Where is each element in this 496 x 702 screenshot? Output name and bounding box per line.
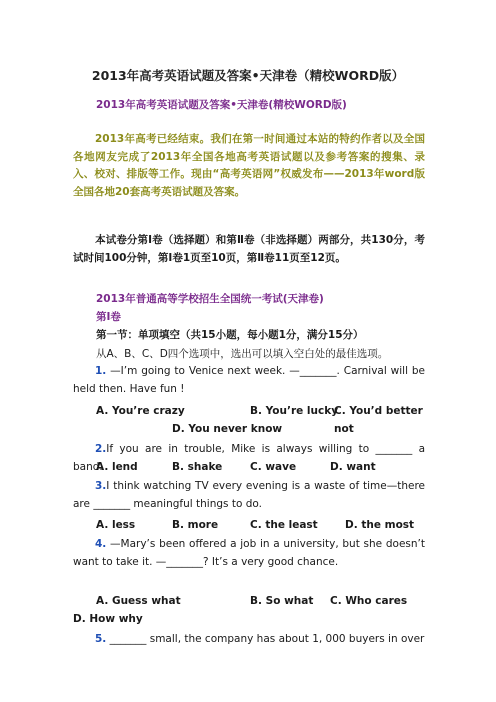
question-3 bbox=[73, 478, 425, 513]
question-number: 1. bbox=[95, 365, 107, 377]
intro-text: 2013年高考已经结束。我们在第一时间通过本站的特约作者以及全国各地网友完成了2013年全国各地高考英语试题以及参考答案的搜集、录入、校对、排版等工作。现由“高考英语网”权威发布——2013年word版全国各地20套高考英语试题及答案。 bbox=[73, 133, 425, 198]
document-subtitle: 2013年高考英语试题及答案•天津卷(精校WORD版) bbox=[96, 99, 347, 111]
option-a: A. lend bbox=[96, 461, 138, 473]
exam-name: 2013年普通高等学校招生全国统一考试(天津卷) bbox=[96, 293, 324, 305]
question-text: _______ small, the company has about 1, 000 buyers in over bbox=[106, 633, 425, 645]
question-3-options bbox=[96, 517, 425, 535]
question-4-option-d bbox=[73, 611, 425, 629]
volume-title: 第Ⅰ卷 bbox=[96, 311, 121, 323]
option-d: D. want bbox=[330, 461, 376, 473]
question-number: 3. bbox=[95, 480, 107, 492]
option-b: B. You’re lucky bbox=[250, 405, 339, 417]
option-d: D. How why bbox=[73, 613, 143, 625]
option-d: D. You never know bbox=[172, 423, 283, 435]
section-title: 第一节：单项填空（共15小题，每小题1分，满分15分） bbox=[96, 329, 364, 341]
question-1-option-d bbox=[172, 421, 496, 439]
option-d: D. the most bbox=[345, 519, 415, 531]
option-c: C. the least bbox=[250, 519, 318, 531]
option-c: C. You’d better not bbox=[334, 405, 423, 435]
question-number: 4. bbox=[95, 538, 107, 550]
option-b: B. So what bbox=[250, 595, 314, 607]
question-number: 2. bbox=[95, 443, 107, 455]
question-4-options bbox=[96, 593, 425, 611]
document-title: 2013年高考英语试题及答案•天津卷（精校WORD版） bbox=[91, 68, 405, 83]
question-4 bbox=[73, 536, 425, 571]
exam-note-paragraph bbox=[73, 232, 425, 267]
instruction-text: 从A、B、C、D四个选项中，选出可以填入空白处的最佳选项。 bbox=[96, 348, 389, 360]
question-text: —I’m going to Venice next week. —_______. Carnival will be held then. Have fun ! bbox=[73, 365, 425, 395]
option-a: A. You’re crazy bbox=[96, 405, 185, 417]
intro-paragraph bbox=[73, 131, 425, 201]
option-c: C. wave bbox=[250, 461, 297, 473]
question-number: 5. bbox=[95, 633, 107, 645]
exam-note-text: 本试卷分第Ⅰ卷（选择题）和第Ⅱ卷（非选择题）两部分，共130分，考试时间100分钟，第Ⅰ卷1页至10页，第Ⅱ卷11页至12页。 bbox=[73, 234, 425, 264]
option-a: A. Guess what bbox=[96, 595, 181, 607]
question-5 bbox=[73, 631, 425, 649]
question-text: —Mary’s been offered a job in a university, but she doesn’t want to take it. —_______? It’s a very good chance. bbox=[73, 538, 425, 568]
option-b: B. shake bbox=[172, 461, 223, 473]
option-c: C. Who cares bbox=[330, 595, 408, 607]
question-text: If you are in trouble, Mike is always willing to _______ a band. bbox=[73, 443, 425, 473]
question-1 bbox=[73, 363, 425, 398]
question-2-options bbox=[96, 459, 425, 477]
option-a: A. less bbox=[96, 519, 136, 531]
option-b: B. more bbox=[172, 519, 219, 531]
question-text: I think watching TV every evening is a waste of time—there are _______ meaningful things to do. bbox=[73, 480, 425, 510]
